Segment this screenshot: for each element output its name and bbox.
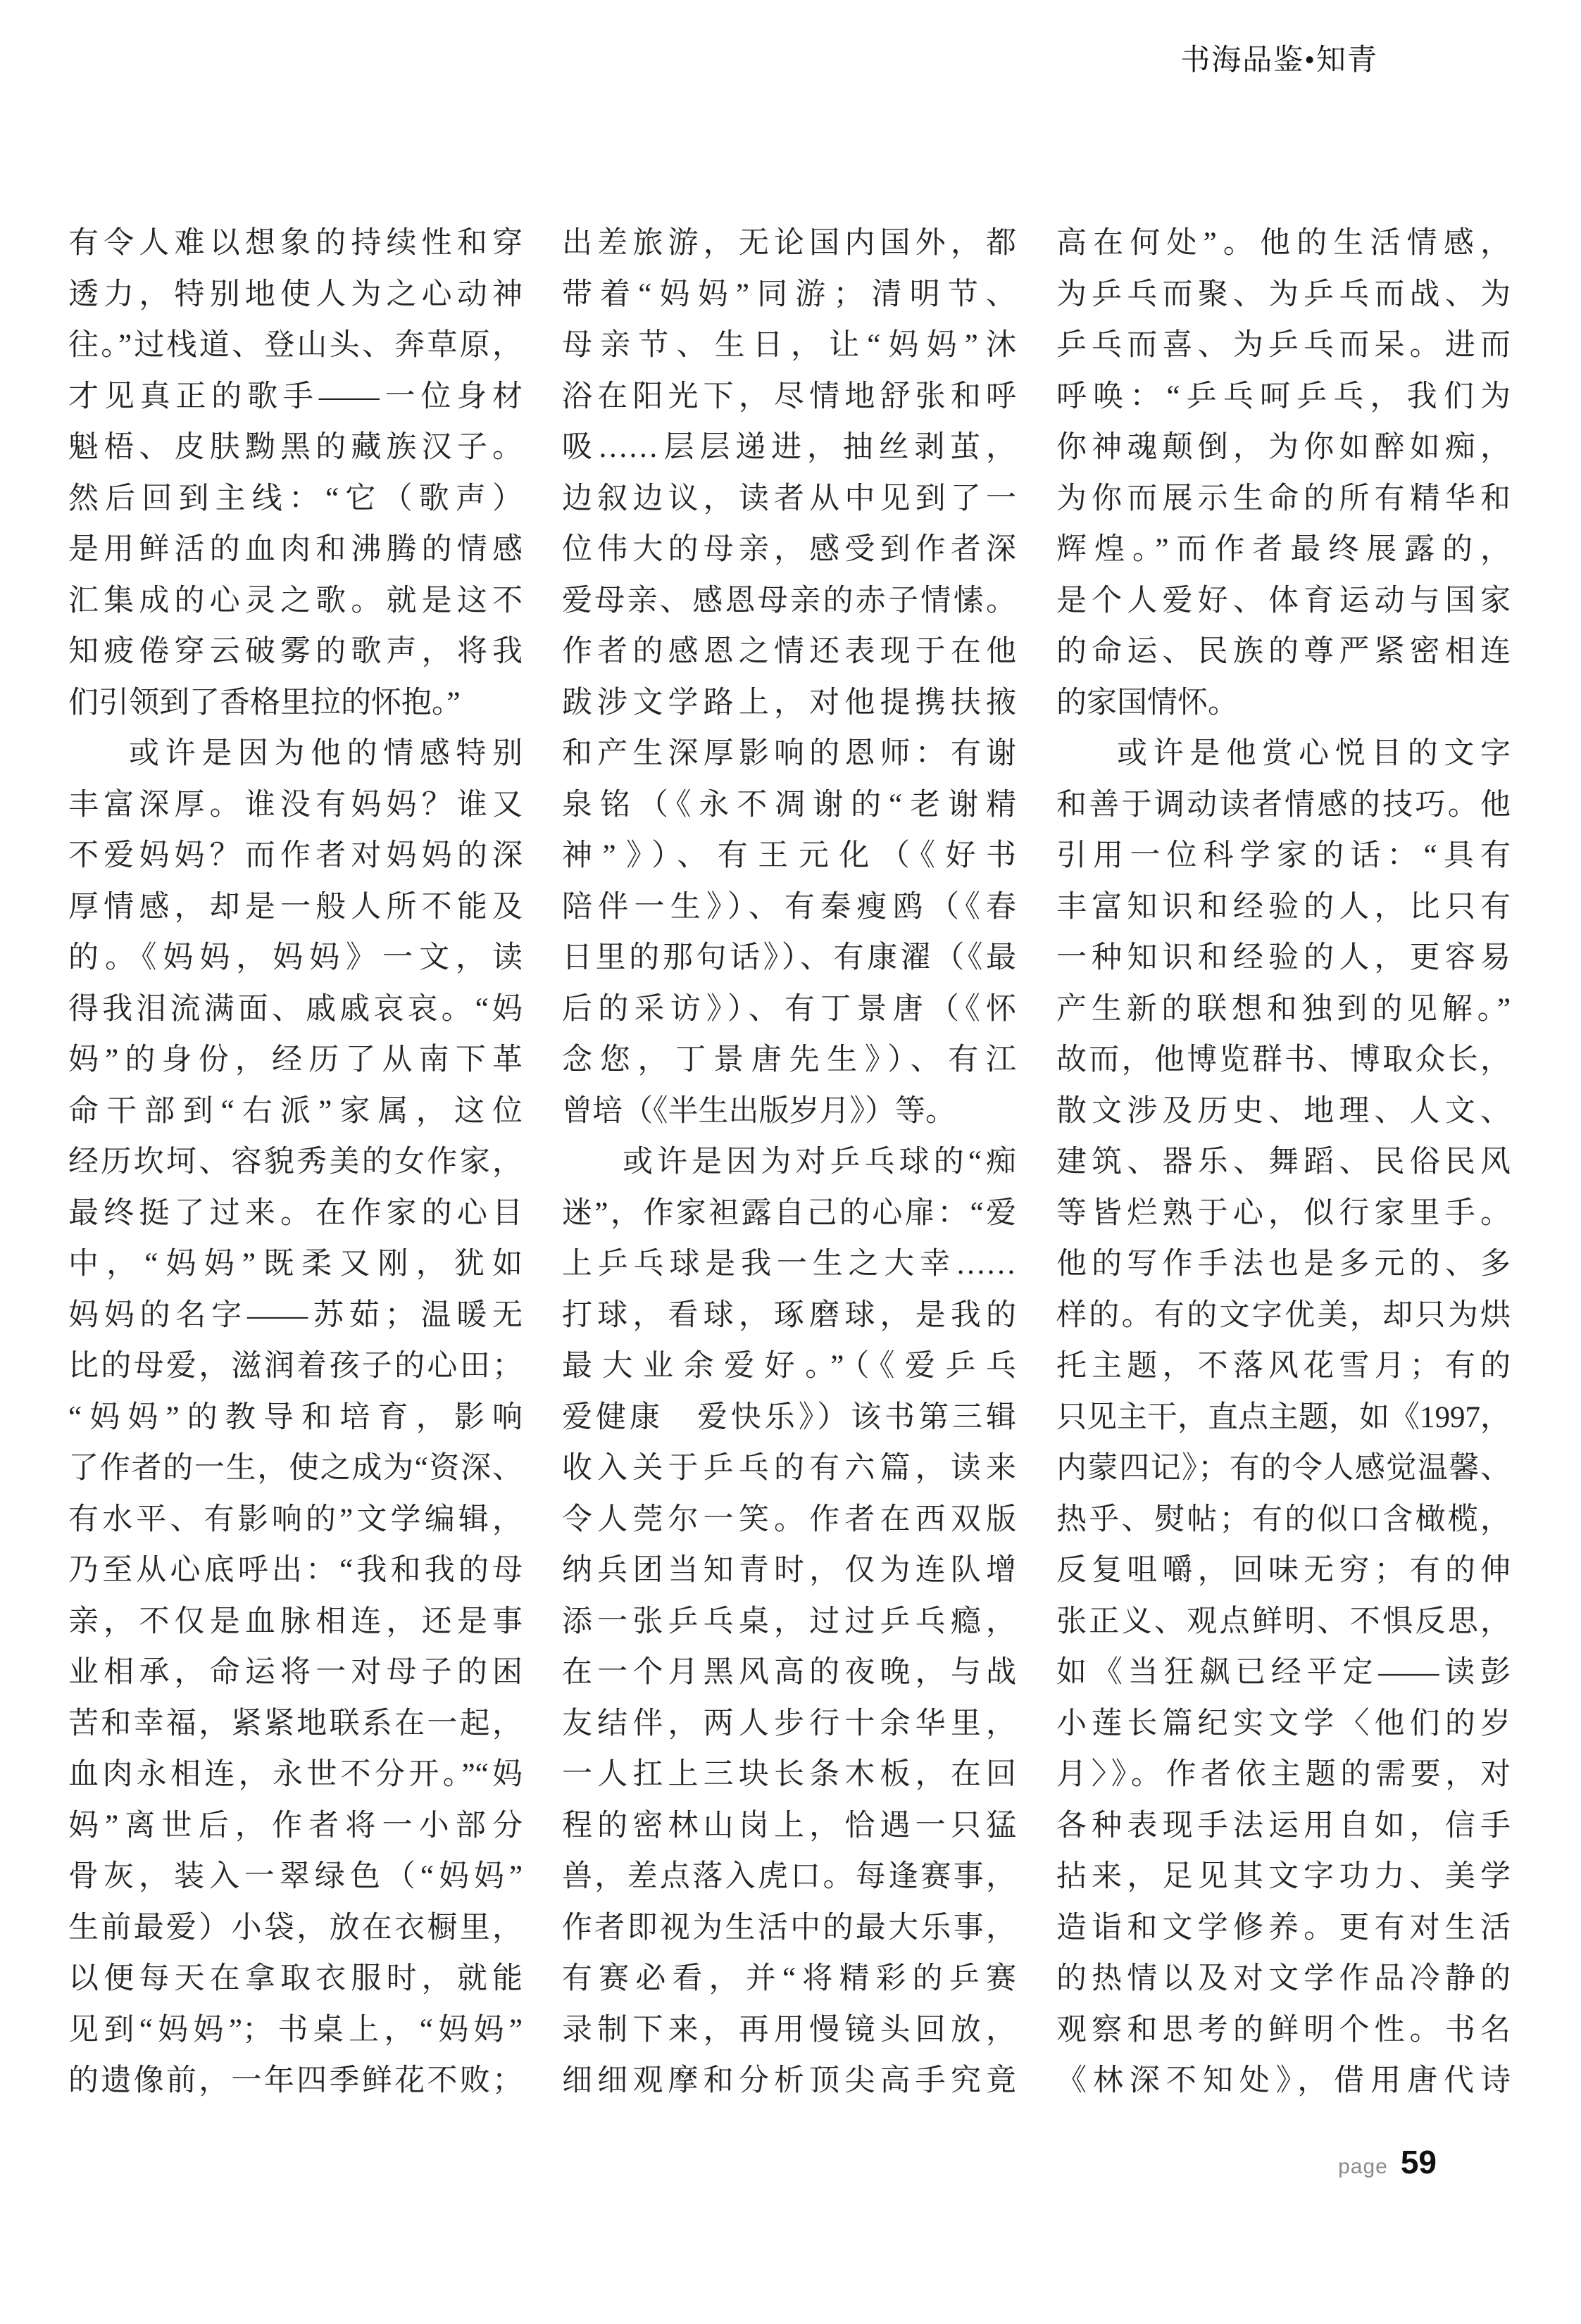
text-line: 和善于调动读者情感的技巧。他 [1056,788,1511,822]
text-line: 业相承，命运将一对母子的困 [68,1656,523,1689]
text-line: 爱健康 爱快乐》）该书第三辑 [562,1400,1016,1434]
text-line: 血肉永相连，永世不分开。”“妈 [68,1758,523,1791]
text-line: 念您，丁景唐先生》）、有江 [562,1043,1016,1076]
text-line: 以便每天在拿取衣服时，就能 [68,1962,523,1995]
text-line: 或许是因为他的情感特别 [129,737,523,770]
text-line: 产生新的联想和独到的见解。” [1056,992,1511,1026]
text-line: 苦和幸福，紧紧地联系在一起， [68,1707,523,1740]
page-footer [1338,2143,1437,2181]
text-line: 月〉》。作者依主题的需要，对 [1056,1758,1511,1791]
text-line: 生前最爱）小袋，放在衣橱里， [68,1911,523,1945]
text-line: 位伟大的母亲，感受到作者深 [562,533,1016,566]
text-line: 散文涉及历史、地理、人文、 [1056,1094,1511,1128]
text-line: 小莲长篇纪实文学〈他们的岁 [1056,1707,1511,1740]
text-line: 后的采访》）、有丁景唐（《怀 [562,992,1016,1026]
page-number: 59 [1400,2144,1437,2180]
text-column-right [1056,218,1511,2107]
text-line: 们引领到了香格里拉的怀抱。” [68,686,461,720]
text-line: 录制下来，再用慢镜头回放， [562,2013,1016,2047]
text-line: 透力，特别地使人为之心动神 [68,277,523,311]
text-line: 如《当狂飙已经平定——读彭 [1056,1656,1511,1689]
text-line: 添一张乒乓桌，过过乒乓瘾， [562,1604,1016,1638]
text-line: 一人扛上三块长条木板，在回 [562,1758,1016,1791]
text-line: 日里的那句话》）、有康濯（《最 [562,941,1016,974]
text-line: 或许是因为对乒乓球的“痴 [623,1145,1016,1179]
text-line: 乒乓而喜、为乒乓而呆。进而 [1056,329,1511,362]
text-line: 托主题，不落风花雪月；有的 [1056,1350,1511,1383]
text-line: 厚情感，却是一般人所不能及 [68,890,523,924]
text-line: 纳兵团当知青时，仅为连队增 [562,1554,1016,1587]
text-line: 是用鲜活的血肉和沸腾的情感 [68,533,523,566]
text-line: 浴在阳光下，尽情地舒张和呼 [562,379,1016,413]
text-line: 内蒙四记》；有的令人感觉温馨、 [1056,1452,1511,1485]
text-line: 令人莞尔一笑。作者在西双版 [562,1502,1016,1536]
text-line: 建筑、器乐、舞蹈、民俗民风 [1056,1145,1511,1179]
text-line: 不爱妈妈？而作者对妈妈的深 [68,839,523,872]
text-line: 然后回到主线：“它（歌声） [68,482,523,515]
text-line: 最大业余爱好。”（《爱乒乓 [562,1350,1016,1383]
text-line: 为乒乓而聚、为乒乓而战、为 [1056,277,1511,311]
text-line: 或许是他赏心悦目的文字 [1117,737,1511,770]
text-line: 故而，他博览群书、博取众长， [1056,1043,1511,1076]
text-line: 程的密林山岗上，恰遇一只猛 [562,1809,1016,1842]
text-line: 引用一位科学家的话：“具有 [1056,839,1511,872]
text-line: 吸……层层递进，抽丝剥茧， [562,431,1016,464]
text-line: 是个人爱好、体育运动与国家 [1056,584,1511,617]
text-line: 高在何处”。他的生活情感， [1056,227,1511,260]
text-line: 各种表现手法运用自如，信手 [1056,1809,1511,1842]
text-line: 兽，差点落入虎口。每逢赛事， [562,1860,1016,1893]
text-line: 出差旅游，无论国内国外，都 [562,227,1016,260]
text-line: 造诣和文学修养。更有对生活 [1056,1911,1511,1945]
text-line: 作者即视为生活中的最大乐事， [562,1911,1016,1945]
text-line: 的遗像前，一年四季鲜花不败； [68,2064,523,2097]
text-line: 的热情以及对文学作品冷静的 [1056,1962,1511,1995]
text-line: 爱母亲、感恩母亲的赤子情愫。 [562,584,1016,617]
text-line: 和产生深厚影响的恩师：有谢 [562,737,1016,770]
text-line: 得我泪流满面、戚戚哀哀。“妈 [68,992,523,1026]
text-line: 经历坎坷、容貌秀美的女作家， [68,1145,523,1179]
text-line: 往。”过栈道、登山头、奔草原， [68,329,523,362]
text-line: 知疲倦穿云破雾的歌声，将我 [68,635,523,668]
text-line: 在一个月黑风高的夜晚，与战 [562,1656,1016,1689]
text-line: 样的。有的文字优美，却只为烘 [1056,1298,1511,1332]
text-line: 观察和思考的鲜明个性。书名 [1056,2013,1511,2047]
text-column-left [68,218,523,2107]
text-line: 骨灰，装入一翠绿色（“妈妈” [68,1860,523,1893]
text-line: 最终挺了过来。在作家的心目 [68,1196,523,1230]
text-line: 有令人难以想象的持续性和穿 [68,227,523,260]
text-line: 带着“妈妈”同游；清明节、 [562,277,1016,311]
text-line: 的家国情怀。 [1056,686,1238,720]
text-line: 只见主干，直点主题，如《1997， [1056,1400,1511,1434]
text-line: 为你而展示生命的所有精华和 [1056,482,1511,515]
text-line: 有水平、有影响的”文学编辑， [68,1502,523,1536]
text-line: 曾培（《半生出版岁月》）等。 [562,1094,956,1128]
text-line: 边叙边议，读者从中见到了一 [562,482,1016,515]
text-column-middle [562,218,1016,2107]
text-line: 的。《妈妈，妈妈》一文，读 [68,941,523,974]
text-line: 细细观摩和分析顶尖高手究竟 [562,2064,1016,2097]
text-line: 了作者的一生，使之成为“资深、 [68,1452,523,1485]
text-line: 比的母爱，滋润着孩子的心田； [68,1350,523,1383]
text-line: 热乎、熨帖；有的似口含橄榄， [1056,1502,1511,1536]
text-line: 作者的感恩之情还表现于在他 [562,635,1016,668]
text-line: 呼唤：“乒乓呵乒乓，我们为 [1056,379,1511,413]
text-line: 跋涉文学路上，对他提携扶掖 [562,686,1016,720]
text-line: 命干部到“右派”家属，这位 [68,1094,523,1128]
text-line: 亲，不仅是血脉相连，还是事 [68,1604,523,1638]
text-line: 魁梧、皮肤黝黑的藏族汉子。 [68,431,523,464]
text-line: 中，“妈妈”既柔又刚，犹如 [68,1248,523,1281]
text-line: 反复咀嚼，回味无穷；有的伸 [1056,1554,1511,1587]
text-line: 妈”的身份，经历了从南下革 [68,1043,523,1076]
text-line: 张正义、观点鲜明、不惧反思， [1056,1604,1511,1638]
text-line: 才见真正的歌手——一位身材 [68,379,523,413]
text-line: 母亲节、生日，让“妈妈”沐 [562,329,1016,362]
text-line: 妈”离世后，作者将一小部分 [68,1809,523,1842]
text-line: 见到“妈妈”；书桌上，“妈妈” [68,2013,523,2047]
text-line: 拈来，足见其文字功力、美学 [1056,1860,1511,1893]
text-line: 辉煌。”而作者最终展露的， [1056,533,1511,566]
section-header: 书海品鉴•知青 [1180,44,1378,77]
text-line: 友结伴，两人步行十余华里， [562,1707,1016,1740]
text-line: “妈妈”的教导和培育，影响 [68,1400,523,1434]
text-line: 一种知识和经验的人，更容易 [1056,941,1511,974]
text-line: 等皆烂熟于心，似行家里手。 [1056,1196,1511,1230]
text-line: 丰富知识和经验的人，比只有 [1056,890,1511,924]
text-line: 泉铭（《永不凋谢的“老谢精 [562,788,1016,822]
text-line: 打球，看球，琢磨球，是我的 [562,1298,1016,1332]
text-line: 丰富深厚。谁没有妈妈？谁又 [68,788,523,822]
text-line: 乃至从心底呼出：“我和我的母 [68,1554,523,1587]
text-line: 汇集成的心灵之歌。就是这不 [68,584,523,617]
text-line: 你神魂颠倒，为你如醉如痴， [1056,431,1511,464]
text-line: 收入关于乒乓的有六篇，读来 [562,1452,1016,1485]
text-line: 陪伴一生》）、有秦瘦鸥（《春 [562,890,1016,924]
text-line: 的命运、民族的尊严紧密相连 [1056,635,1511,668]
text-line: 上乒乓球是我一生之大幸…… [562,1248,1016,1281]
page-label: page [1338,2155,1388,2178]
text-line: 妈妈的名字——苏茹；温暖无 [68,1298,523,1332]
text-line: 迷”，作家袒露自己的心扉：“爱 [562,1196,1016,1230]
text-line: 神”》）、有王元化（《好书 [562,839,1016,872]
text-line: 他的写作手法也是多元的、多 [1056,1248,1511,1281]
text-line: 有赛必看，并“将精彩的乒赛 [562,1962,1016,1995]
text-line: 《林深不知处》，借用唐代诗 [1056,2064,1511,2097]
